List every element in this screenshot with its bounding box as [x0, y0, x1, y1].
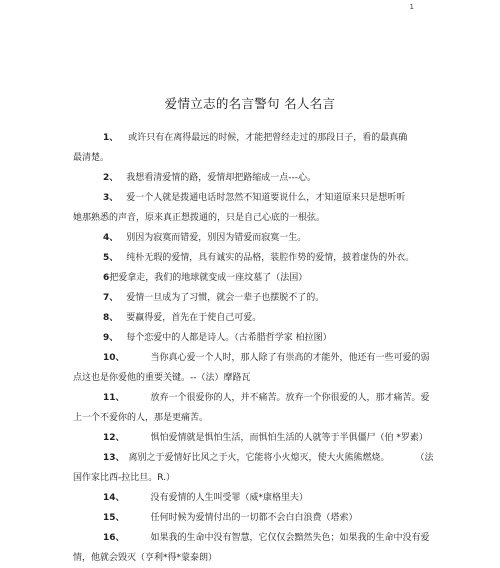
quote-text: 如果我的生命中没有智慧，它仅仅会黯然失色；如果我的生命中没有爱	[150, 533, 430, 543]
quote-text: 离别之于爱情好比风之于火，它能将小火熄灭，使大火熊熊燃烧。	[128, 453, 390, 463]
quote-number: 3、	[103, 193, 119, 203]
quote-item-11	[73, 388, 433, 408]
quote-text: 把爱拿走，我们的地球就变成一座坟墓了（法国）	[109, 273, 308, 283]
quote-text: 当你真心爱一个人时，那人除了有崇高的才能外，他还有一些可爱的弱	[150, 353, 430, 363]
quote-text: 或许只有在离得最远的时候，才能把曾经走过的那段日子，看的最真确	[128, 133, 408, 143]
quote-number: 7、	[103, 293, 119, 303]
quote-text: 要赢得爱，首先在于使自己可爱。	[126, 313, 262, 323]
quote-item-4	[73, 228, 433, 248]
quote-text-source: （法	[415, 453, 434, 463]
quote-number: 11、	[103, 393, 125, 403]
quote-item-6	[73, 268, 433, 288]
quote-item-13	[73, 448, 433, 468]
quote-number: 14、	[103, 493, 125, 503]
quote-text: 惧怕爱情就是惧怕生活，而惧怕生活的人就等于半俱僵尸（伯 *罗素）	[150, 433, 428, 443]
quote-number: 16、	[103, 533, 125, 543]
quote-text: 我想看清爱情的路，爱情却把路缩成一点---心。	[126, 173, 317, 183]
quote-text: 纯朴无瑕的爱情，具有诚实的品格，装腔作势的爱情，披着虚伪的外衣。	[126, 253, 415, 263]
quote-text: 点这也是你爱他的重要关键。--（法）摩路瓦	[73, 373, 251, 383]
quote-number: 5、	[103, 253, 119, 263]
quote-text: 别因为寂寞而错爱，别因为错爱而寂寞一生。	[126, 233, 307, 243]
quote-text: 放弃一个很爱你的人，并不痛苦。放弃一个你很爱的人，那才痛苦。爱	[150, 393, 430, 403]
quote-item-16-cont	[73, 548, 433, 568]
quote-text: 爱一个人就是拨通电话时忽然不知道要说什么，才知道原来只是想听听	[126, 193, 406, 203]
quote-item-10	[73, 348, 433, 368]
page-number: 1	[409, 3, 414, 11]
quote-text: 最清楚。	[73, 153, 110, 163]
quote-text: 每个恋爱中的人都是诗人。（古希腊哲学家 柏拉图）	[126, 333, 332, 343]
quote-item-16	[73, 528, 433, 548]
quote-item-3	[73, 188, 433, 208]
quote-item-9	[73, 328, 433, 348]
quote-item-12	[73, 428, 433, 448]
quote-number: 8、	[103, 313, 119, 323]
quote-text: 她那熟悉的声音，原来真正想拨通的，只是自己心底的一根弦。	[73, 213, 326, 223]
quote-item-10-cont	[73, 368, 433, 388]
quote-text: 情，他就会毁灭（亨利*得*蒙泰朗）	[73, 553, 218, 563]
quote-text: 没有爱情的人生叫受罪（威*康格里夫）	[150, 493, 309, 503]
quote-item-5	[73, 248, 433, 268]
quote-number: 1、	[103, 133, 119, 143]
quote-item-15	[73, 508, 433, 528]
quote-text: 任何时候为爱情付出的一切都不会白白浪费（塔索）	[150, 513, 358, 523]
quote-item-1-cont	[73, 148, 433, 168]
quote-number: 9、	[103, 333, 119, 343]
quote-text: 上一个不爱你的人，那是更痛苦。	[73, 413, 209, 423]
quote-item-2	[73, 168, 433, 188]
page-title: 爱情立志的名言警句 名人名言	[164, 96, 336, 111]
quote-number: 10、	[103, 353, 125, 363]
quote-item-3-cont	[73, 208, 433, 228]
quote-text: 国作家比西-拉比旦。R.）	[73, 473, 176, 483]
quote-number: 4、	[103, 233, 119, 243]
quote-item-14	[73, 488, 433, 508]
quote-text: 爱情一旦成为了习惯，就会一辈子也摆脱不了的。	[126, 293, 325, 303]
quote-number: 15、	[103, 513, 125, 523]
quote-item-8	[73, 308, 433, 328]
quote-number: 2、	[103, 173, 119, 183]
quote-number: 13、	[103, 453, 125, 463]
quote-item-11-cont	[73, 408, 433, 428]
quote-number: 12、	[103, 433, 125, 443]
quote-number: 6	[103, 273, 110, 283]
quote-item-7	[73, 288, 433, 308]
quote-list	[73, 128, 433, 568]
quote-item-13-cont	[73, 468, 433, 488]
quote-item-1	[73, 128, 433, 148]
